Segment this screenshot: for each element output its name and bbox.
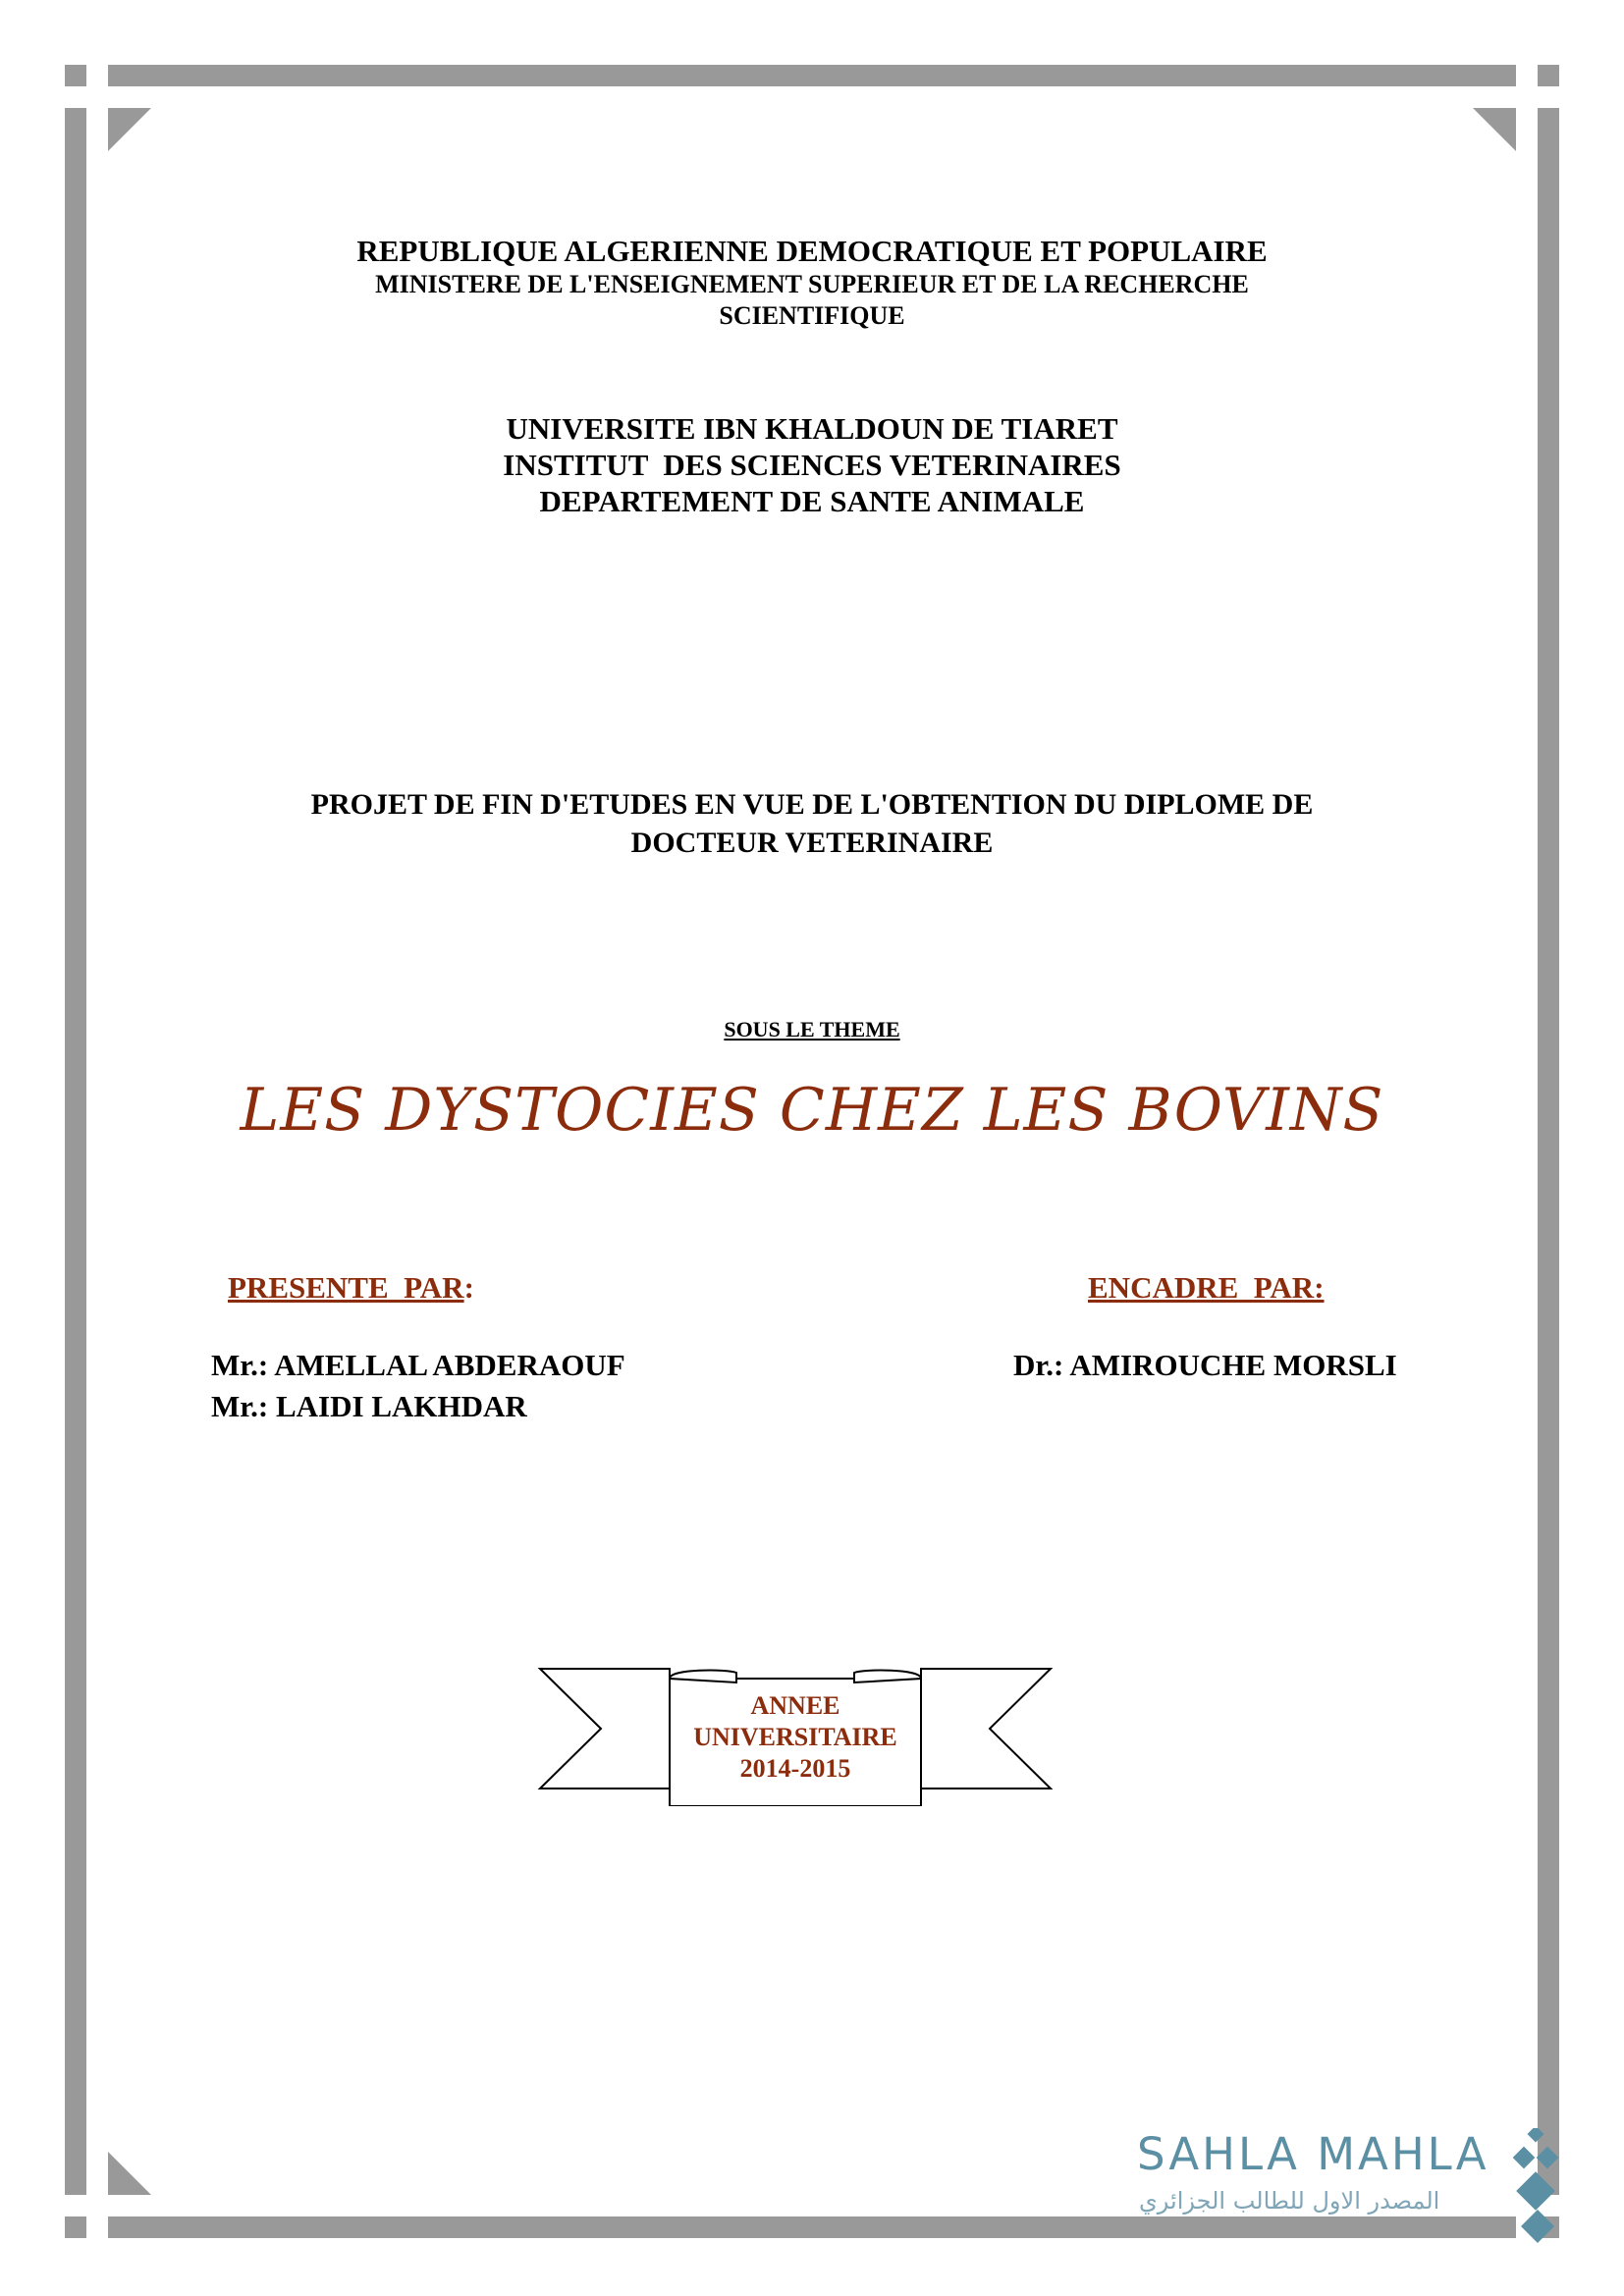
academic-year-line-2: UNIVERSITAIRE [693,1723,897,1751]
supervised-by-label: ENCADRE PAR: [1088,1270,1325,1305]
presented-by-label [228,1270,474,1306]
institution-block [0,410,1624,519]
frame-triangle-top-left [108,108,151,151]
academic-year-line-1: ANNEE [750,1691,840,1720]
presented-by-label-text: PRESENTE PAR [228,1270,464,1305]
thesis-title: LES DYSTOCIES CHEZ LES BOVINS [240,1076,1384,1145]
frame-corner-top-left [65,65,86,86]
frame-corner-top-right [1538,65,1559,86]
republic-line: REPUBLIQUE ALGERIENNE DEMOCRATIQUE ET POPULAIRE [356,234,1268,268]
frame-corner-bottom-left [65,2216,86,2238]
presented-by-colon: : [463,1270,474,1305]
project-line-2: DOCTEUR VETERINAIRE [630,827,994,859]
frame-triangle-bottom-left [108,2152,151,2195]
academic-year-value: 2014-2015 [739,1754,851,1783]
watermark-name: SAHLA MAHLA [1137,2128,1489,2180]
ministry-line-2: SCIENTIFIQUE [719,301,905,330]
frame-triangle-top-right [1473,108,1516,151]
watermark-logo-icon [1508,2128,1567,2251]
sahla-mahla-watermark [1137,2128,1569,2256]
student-list [211,1345,625,1427]
student-name: Mr.: LAIDI LAKHDAR [211,1389,527,1423]
project-line-1: PROJET DE FIN D'ETUDES EN VUE DE L'OBTENTION DU DIPLOME DE [310,788,1314,821]
student-name: Mr.: AMELLAL ABDERAOUF [211,1348,625,1382]
theme-label-row [0,1017,1624,1042]
ministry-line: MINISTERE DE L'ENSEIGNEMENT SUPERIEUR ET DE LA RECHERCHE [375,270,1249,298]
header-block [0,234,1624,332]
project-block [0,785,1624,862]
theme-label: SOUS LE THEME [724,1017,900,1041]
supervisor-name: Dr.: AMIROUCHE MORSLI [1013,1348,1397,1382]
university-name: UNIVERSITE IBN KHALDOUN DE TIARET [506,411,1118,446]
academic-year [676,1690,915,1785]
frame-top-bar [108,65,1516,86]
watermark-tagline: المصدر الاول للطالب الجزائري [1139,2187,1440,2215]
institute-name: INSTITUT DES SCIENCES VETERINAIRES [503,448,1121,482]
department-name: DEPARTEMENT DE SANTE ANIMALE [539,484,1085,518]
